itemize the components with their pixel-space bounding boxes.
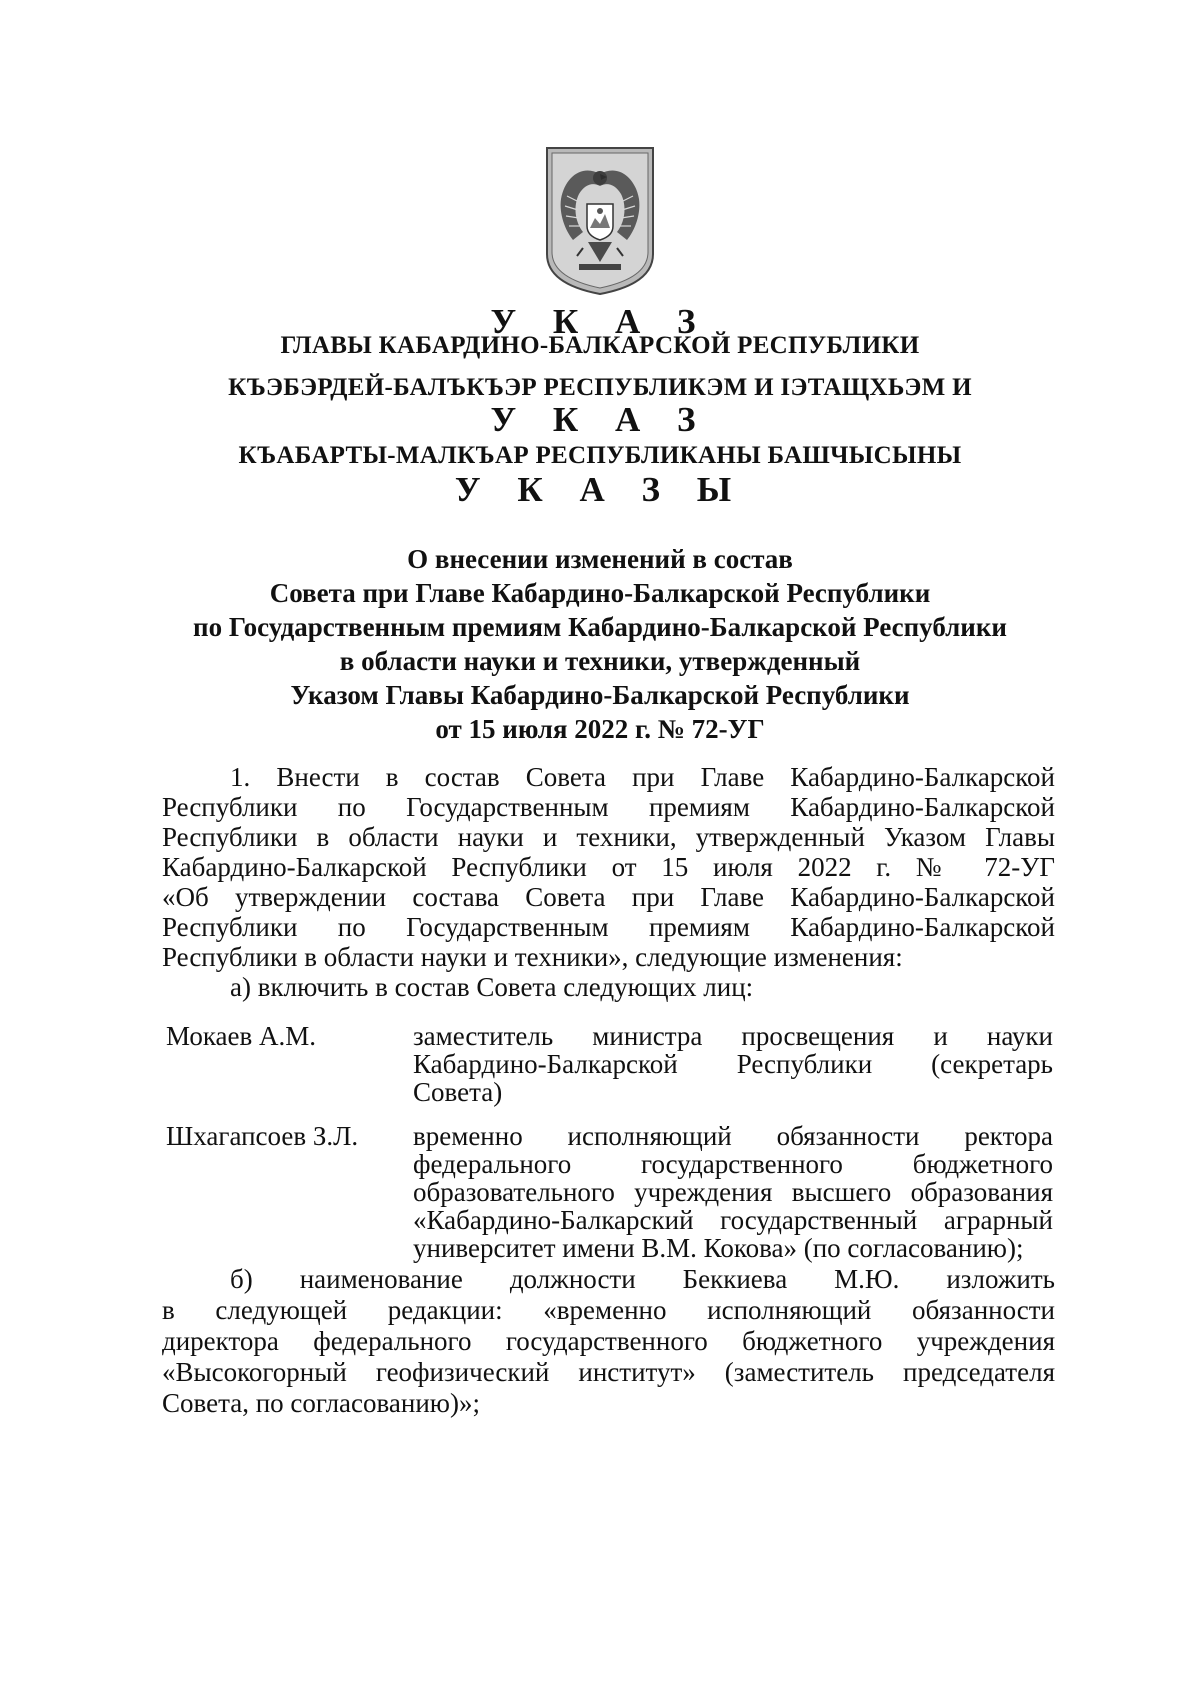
title-line: Совета при Главе Кабардино-Балкарской Республики — [269, 578, 931, 608]
paragraph-line: «Высокогорный геофизический институт» (заместитель председателя — [162, 1357, 1055, 1387]
decree-title — [0, 542, 1200, 746]
position-line: Кабардино-Балкарской Республики (секретарь — [413, 1049, 1053, 1079]
position-line: федерального государственного бюджетного — [413, 1149, 1053, 1179]
ukaz-heading-krc: У К А З Ы — [454, 470, 746, 509]
authority-heading-kbd: КЪЭБЭРДЕЙ-БАЛЪКЪЭР РЕСПУБЛИКЭМ И IЭТАЩХЬЭМ И — [228, 374, 972, 401]
paragraph-line: б) наименование должности Беккиева М.Ю. изложить — [230, 1264, 1055, 1294]
authority-heading-ru: ГЛАВЫ КАБАРДИНО-БАЛКАРСКОЙ РЕСПУБЛИКИ — [280, 332, 920, 359]
authority-heading-krc: КЪАБАРТЫ-МАЛКЪАР РЕСПУБЛИКАНЫ БАШЧЫСЫНЫ — [238, 442, 962, 469]
position-line: университет имени В.М. Кокова» (по согласованию); — [413, 1233, 1024, 1263]
paragraph-line: Республики по Государственным премиям Кабардино-Балкарской — [162, 792, 1055, 822]
paragraph-line: 1. Внести в состав Совета при Главе Кабардино-Балкарской — [230, 762, 1055, 792]
member-position — [413, 1122, 1053, 1262]
title-line: от 15 июля 2022 г. № 72-УГ — [435, 714, 765, 744]
title-line: по Государственным премиям Кабардино-Балкарской Республики — [193, 612, 1007, 642]
position-line: заместитель министра просвещения и науки — [413, 1021, 1053, 1051]
paragraph-line: Республики в области науки и техники», следующие изменения: — [162, 942, 903, 972]
coat-of-arms-emblem — [543, 144, 657, 296]
ukaz-heading-kbd: У К А З — [490, 400, 710, 439]
position-line: «Кабардино-Балкарский государственный аграрный — [413, 1205, 1053, 1235]
paragraph-line: Республики в области науки и техники, утвержденный Указом Главы — [162, 822, 1055, 852]
position-line: временно исполняющий обязанности ректора — [413, 1121, 1053, 1151]
council-member — [0, 1022, 1200, 1112]
title-line: Указом Главы Кабардино-Балкарской Республики — [290, 680, 910, 710]
title-line: О внесении изменений в состав — [407, 544, 793, 574]
title-line: в области науки и техники, утвержденный — [339, 646, 861, 676]
member-name: Мокаев А.М. — [166, 1021, 317, 1051]
position-line: Совета) — [413, 1077, 503, 1107]
item-a: а) включить в состав Совета следующих лиц: — [230, 972, 754, 1002]
member-position — [413, 1022, 1053, 1106]
ukaz-heading-ru: У К А З — [490, 302, 710, 341]
member-name: Шхагапсоев З.Л. — [166, 1121, 359, 1151]
item-b — [162, 1264, 1055, 1419]
paragraph-line: Кабардино-Балкарской Республики от 15 июля 2022 г. № 72-УГ — [162, 852, 1055, 882]
council-member — [0, 1122, 1200, 1267]
paragraph-line: Республики по Государственным премиям Кабардино-Балкарской — [162, 912, 1055, 942]
position-line: образовательного учреждения высшего образования — [413, 1177, 1053, 1207]
paragraph-line: Совета, по согласованию)»; — [162, 1388, 480, 1418]
paragraph-1 — [162, 762, 1055, 972]
paragraph-line: директора федерального государственного бюджетного учреждения — [162, 1326, 1055, 1356]
paragraph-line: «Об утверждении состава Совета при Главе Кабардино-Балкарской — [162, 882, 1055, 912]
paragraph-line: в следующей редакции: «временно исполняющий обязанности — [162, 1295, 1055, 1325]
